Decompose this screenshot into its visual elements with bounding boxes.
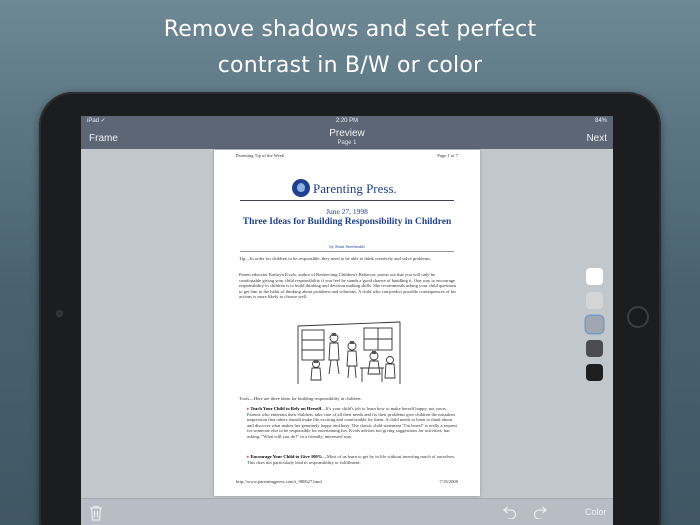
byline-rule <box>240 251 454 252</box>
parenting-press-logo <box>292 179 432 197</box>
headline-line-2: contrast in B/W or color <box>217 53 483 78</box>
color-button[interactable]: Color <box>585 507 607 517</box>
article-date: June 27, 1998 <box>326 207 368 216</box>
idea-2-text: —Most of us learn to get by in life without investing much of ourselves. This does not particularly lead to responsibility or fulfillment, <box>247 454 456 465</box>
article-byline: by Shari Steelsmith <box>329 244 365 249</box>
filter-swatch-white[interactable] <box>586 268 603 285</box>
headline-line-1: Remove shadows and set perfect <box>163 17 537 42</box>
doc-header-right: Page 1 of 7 <box>437 153 458 158</box>
document-page <box>214 150 480 496</box>
ipad-screen <box>81 116 613 525</box>
doc-footer-date: 7/19/2000 <box>439 479 458 484</box>
article-title: Three Ideas for Building Responsibility in Children <box>242 217 452 227</box>
filter-swatch-gray-selected[interactable] <box>586 316 603 333</box>
filter-swatch-black[interactable] <box>586 364 603 381</box>
battery-indicator: 84% <box>594 118 607 124</box>
filter-swatch-light-gray[interactable] <box>586 292 603 309</box>
status-bar <box>81 116 613 127</box>
bullet-icon: ▸ <box>247 454 251 459</box>
carrier-label: iPad ✓ <box>87 118 106 124</box>
tools-paragraph: Tools—Here are three ideas for building responsibility in children. <box>239 396 362 401</box>
redo-icon[interactable] <box>533 505 549 519</box>
camera-icon <box>56 310 63 317</box>
idea-2-title: Encourage Your Child to Give 100% <box>250 454 323 459</box>
intro-paragraph: Parent educator Kathryn Kvols, author of Redirecting Children's Behavior, points out that you will only be comfortable giving your child responsibility if you feel he stands a good chance of handling it. One way to encourage responsibility in children is to build thinking and decision making skills. She recommends asking your child questions to get him in the habit of thinking about problems and solutions. A child who can predict possible consequences of his actions is more likely to choose well. <box>239 272 457 300</box>
idea-2-paragraph <box>247 454 457 465</box>
navigation-bar <box>81 127 613 149</box>
tip-paragraph: Tip—In order for children to be responsible, they need to be able to think creatively and solve problems. <box>239 256 432 261</box>
header-rule <box>240 200 454 201</box>
idea-1-title: Teach Your Child to Rely on Herself <box>250 406 322 411</box>
idea-1-paragraph <box>247 406 457 440</box>
home-button[interactable] <box>627 306 649 328</box>
doc-footer-url: http://www.parentingpress.com/t_980627.html <box>236 479 322 484</box>
undo-icon[interactable] <box>501 505 517 519</box>
trash-icon[interactable] <box>89 505 103 521</box>
doc-header-left: Parenting Tip of the Week <box>236 153 285 158</box>
idea-1-text: —It's your child's job to learn how to make herself happy, not yours. Parents who entertain their children, take care of all their needs and fix their problems give children the mistaken impression that others should make life exciting and comfortable for them. A child needs to learn to think about and discover what makes her genuinely happy and busy. The classic child statement "I'm bored" is really a request for someone else to be responsible for entertaining her. Kvols advises not giving suggestions for activities, but asking, "What will you do?" in a friendly, interested way. <box>247 406 457 439</box>
logo-icon <box>292 179 310 197</box>
nav-subtitle: Page 1 <box>337 140 357 146</box>
bottom-toolbar <box>81 498 613 525</box>
contrast-filter-picker <box>586 268 604 378</box>
classroom-illustration <box>294 316 404 388</box>
nav-title: Preview <box>329 128 365 139</box>
logo-text: Parenting Press. <box>313 181 397 196</box>
clock: 2:20 PM <box>335 118 359 124</box>
next-button[interactable]: Next <box>586 133 607 144</box>
frame-button[interactable]: Frame <box>89 133 118 144</box>
filter-swatch-dark-gray[interactable] <box>586 340 603 357</box>
bullet-icon: ▸ <box>247 406 251 411</box>
